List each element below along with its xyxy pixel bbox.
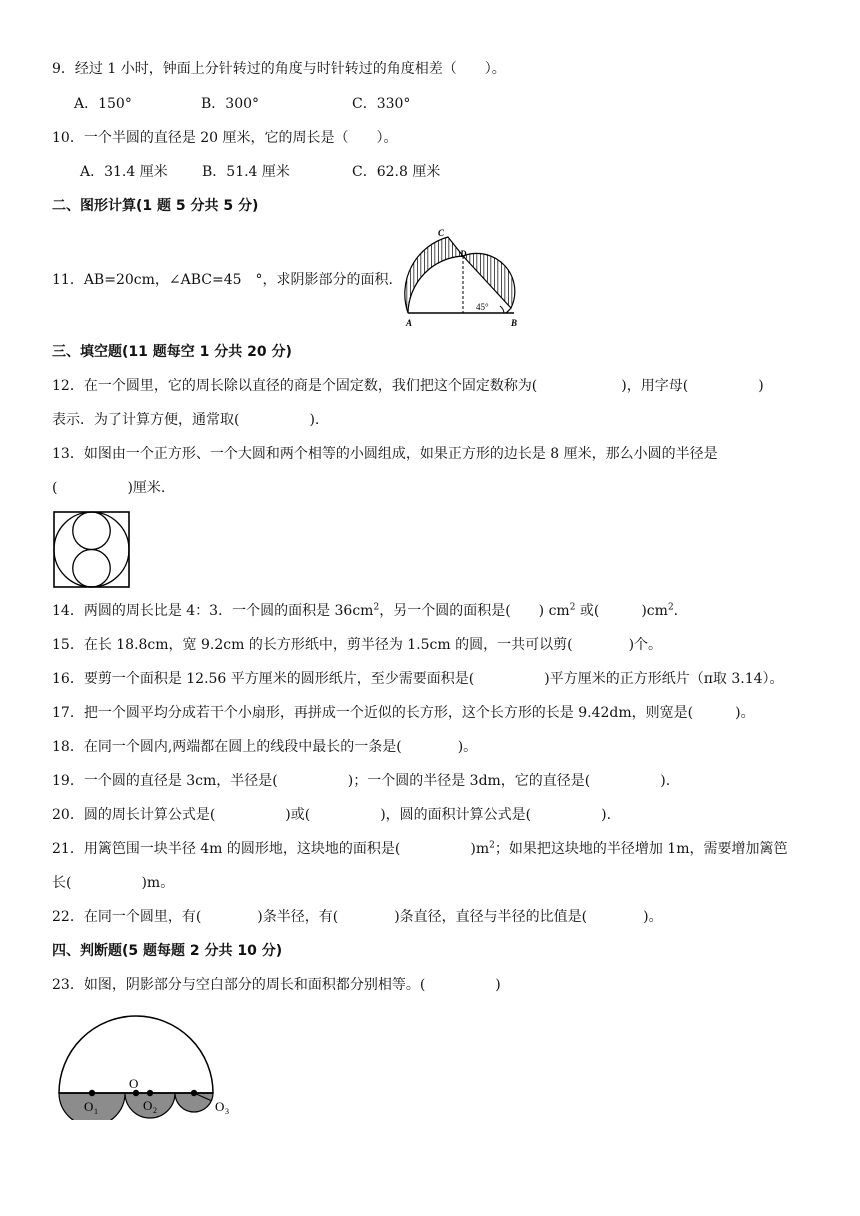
- q11-figure: [396, 226, 528, 330]
- q9-option-a: A．150°: [74, 96, 132, 112]
- q16-text: 16．要剪一个面积是 12.56 平方厘米的圆形纸片，至少需要面积是( )平方厘米的正方形纸片（π取 3.14）。: [52, 671, 784, 687]
- q12-line2: 表示．为了计算方便，通常取( ).: [52, 412, 320, 428]
- q11-text: 11．AB=20cm，∠ABC=45 °，求阴影部分的面积.: [52, 272, 393, 288]
- q10-option-b: B．51.4 厘米: [202, 164, 290, 180]
- q23-figure: [52, 1010, 242, 1120]
- q12-line1: 12．在一个圆里，它的周长除以直径的商是个固定数，我们把这个固定数称为( )，用字母( ): [52, 378, 764, 394]
- q18-text: 18．在同一个圆内,两端都在圆上的线段中最长的一条是( )。: [52, 739, 478, 755]
- q11-label-d: D: [460, 249, 467, 259]
- q23-label-o1: O: [84, 1099, 94, 1114]
- q9-text: 9．经过 1 小时，钟面上分针转过的角度与时针转过的角度相差（ ）。: [52, 61, 506, 77]
- q23-label-o2-sub: 2: [153, 1106, 157, 1115]
- section-2-heading: 二、图形计算(1 题 5 分共 5 分): [52, 198, 259, 214]
- q11-angle-label: 45°: [476, 302, 489, 312]
- q23-label-o: O: [129, 1076, 139, 1091]
- q20-text: 20．圆的周长计算公式是( )或( )，圆的面积计算公式是( ).: [52, 807, 612, 823]
- q17-text: 17．把一个圆平均分成若干个小扇形，再拼成一个近似的长方形，这个长方形的长是 9.42dm，则宽是( )。: [52, 705, 755, 721]
- q13-line2: ( )厘米.: [52, 480, 166, 496]
- q21-line1: 21．用篱笆围一块半径 4m 的圆形地，这块地的面积是( )$m^2$；如果把这块地的半径增加 1m，需要增加篱笆: [52, 840, 788, 857]
- section-4-heading: 四、判断题(5 题每题 2 分共 10 分): [52, 943, 283, 959]
- q10-option-a: A．31.4 厘米: [80, 164, 168, 180]
- q23-label-o1-sub: 1: [94, 1107, 98, 1116]
- q23-label-o2: O: [143, 1098, 153, 1113]
- q21-line2: 长( )m。: [52, 875, 175, 891]
- q11-label-b: B: [511, 318, 518, 328]
- q9-option-c: C．330°: [352, 96, 411, 112]
- q23-text: 23．如图，阴影部分与空白部分的周长和面积都分别相等。( ): [52, 977, 501, 993]
- q10-option-c: C．62.8 厘米: [352, 164, 441, 180]
- q15-text: 15．在长 18.8cm，宽 9.2cm 的长方形纸中，剪半径为 1.5cm 的圆，一共可以剪( )个。: [52, 637, 663, 653]
- q9-option-b: B．300°: [201, 96, 260, 112]
- q10-text: 10．一个半圆的直径是 20 厘米，它的周长是（ ）。: [52, 130, 398, 146]
- q19-text: 19．一个圆的直径是 3cm，半径是( )；一个圆的半径是 3dm，它的直径是( ).: [52, 773, 671, 789]
- q13-line1: 13．如图由一个正方形、一个大圆和两个相等的小圆组成，如果正方形的边长是 8 厘米，那么小圆的半径是: [52, 446, 718, 462]
- section-3-heading: 三、填空题(11 题每空 1 分共 20 分): [52, 344, 292, 360]
- q23-label-o3-sub: 3: [225, 1107, 229, 1116]
- q11-label-a: A: [406, 318, 413, 328]
- q11-label-c: C: [438, 228, 445, 238]
- q23-label-o3: O: [215, 1099, 225, 1114]
- q22-text: 22．在同一个圆里，有( )条半径，有( )条直径，直径与半径的比值是( )。: [52, 909, 663, 925]
- q14-text: 14．两圆的周长比是 4：3．一个圆的面积是 $36cm^2$，另一个圆的面积是( ) $cm^2$ 或( )$cm^2$.: [52, 602, 679, 619]
- q13-figure: [52, 510, 132, 590]
